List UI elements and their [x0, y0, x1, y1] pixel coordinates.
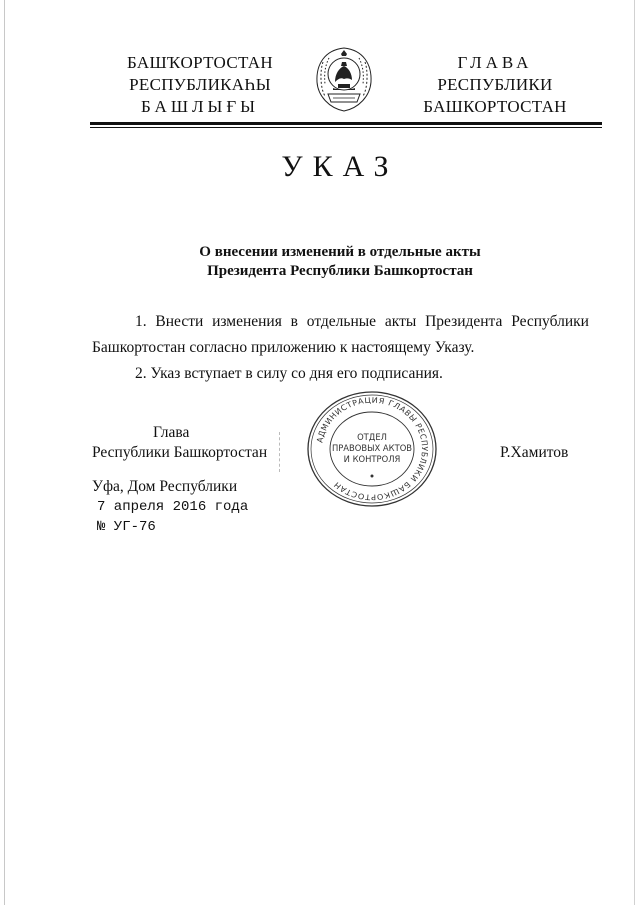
signing-date: 7 апреля 2016 года [97, 499, 249, 515]
stamp-center-line-2: ПРАВОВЫХ АКТОВ [331, 443, 413, 453]
official-stamp [304, 388, 440, 510]
header-left-line-1: БАШҠОРТОСТАН [127, 53, 273, 72]
item-1-word: акты [384, 313, 417, 330]
header-bashkir [112, 52, 288, 118]
signing-place: Уфа, Дом Республики [92, 478, 238, 495]
scan-edge-left [4, 0, 5, 905]
header-right-line-3: БАШКОРТОСТАН [423, 97, 567, 116]
item-1-word: отдельные [306, 313, 377, 330]
item-1-word: Внести [155, 313, 204, 330]
header-rule-thin [90, 127, 602, 128]
header-russian [410, 52, 580, 118]
header-left-line-2: РЕСПУБЛИКАҺЫ [129, 75, 271, 94]
scan-artifact-line [279, 432, 281, 472]
document-subject [150, 243, 530, 281]
signatory-name: Р.Хамитов [500, 444, 569, 461]
item-1-word: в [290, 313, 298, 330]
header-right-line-2: РЕСПУБЛИКИ [437, 75, 553, 94]
item-1-word: Президента [425, 313, 503, 330]
item-1-word: изменения [212, 313, 282, 330]
header-rule-thick [90, 122, 602, 125]
decree-number: № УГ-76 [97, 519, 156, 535]
item-1-second-line: Башкортостан согласно приложению к настоящему Указу. [92, 339, 475, 356]
stamp-center-line-1: ОТДЕЛ [357, 432, 387, 442]
item-2: 2. Указ вступает в силу со дня его подписания. [135, 365, 443, 382]
header-left-line-3: БАШЛЫҒЫ [141, 97, 259, 116]
subject-line-1: О внесении изменений в отдельные акты [199, 244, 481, 260]
scan-edge-right [634, 0, 635, 905]
signatory-position-line-2: Республики Башкортостан [92, 444, 268, 461]
stamp-ring-text: АДМИНИСТРАЦИЯ ГЛАВЫ РЕСПУБЛИКИ БАШКОРТОСТАН [315, 395, 430, 502]
signatory-position-line-1: Глава [153, 424, 190, 441]
subject-line-2: Президента Республики Башкортостан [207, 263, 473, 279]
item-1-word: 1. [135, 313, 147, 330]
bashkortostan-emblem-icon [311, 44, 377, 114]
stamp-center-line-3: И КОНТРОЛЯ [343, 454, 401, 464]
header-right-line-1: ГЛАВА [457, 53, 533, 72]
document-type-title: УКАЗ [281, 150, 399, 183]
item-1-first-line [135, 311, 589, 333]
item-1-word: Республики [511, 313, 589, 330]
